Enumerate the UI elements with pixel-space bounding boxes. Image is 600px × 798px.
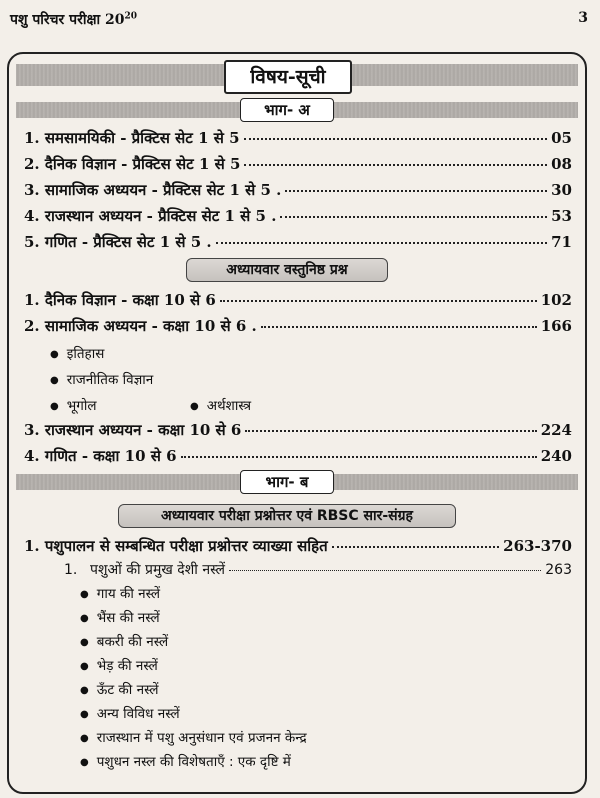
subtopic-item: ● इतिहास <box>50 344 104 362</box>
toc-entry[interactable]: 4. राजस्थान अध्ययन - प्रैक्टिस सेट 1 से 5 . 53 <box>24 207 572 225</box>
toc-entry[interactable]: 3. राजस्थान अध्ययन - कक्षा 10 से 6 224 <box>24 421 572 439</box>
toc-entry[interactable]: 2. दैनिक विज्ञान - प्रैक्टिस सेट 1 से 5 08 <box>24 155 572 173</box>
toc-entry[interactable]: 3. सामाजिक अध्ययन - प्रैक्टिस सेट 1 से 5 . 30 <box>24 181 572 199</box>
subtopic-item: ● राजनीतिक विज्ञान <box>50 370 153 388</box>
breed-item: ● ऊँट की नस्लें <box>80 680 158 698</box>
part-b-label: भाग- ब <box>240 470 334 494</box>
breed-item: ● भैंस की नस्लें <box>80 608 160 626</box>
running-head <box>10 8 588 30</box>
breed-item: ● भेड़ की नस्लें <box>80 656 158 674</box>
breed-item: ● बकरी की नस्लें <box>80 632 168 650</box>
toc-title: विषय-सूची <box>224 60 352 94</box>
toc-entry[interactable]: 5. गणित - प्रैक्टिस सेट 1 से 5 . 71 <box>24 233 572 251</box>
toc-entry[interactable]: 1. पशुपालन से सम्बन्धित परीक्षा प्रश्नोत्तर व्याख्या सहित 263-370 <box>24 537 572 555</box>
toc-entry[interactable]: 4. गणित - कक्षा 10 से 6 240 <box>24 447 572 465</box>
toc-entry[interactable]: 1. समसामयिकी - प्रैक्टिस सेट 1 से 5 05 <box>24 129 572 147</box>
part-a-label: भाग- अ <box>240 98 334 122</box>
breed-item: ● पशुधन नस्ल की विशेषताएँ : एक दृष्टि में <box>80 752 291 770</box>
page-number: 3 <box>578 10 588 26</box>
section-label-rbsc: अध्यायवार परीक्षा प्रश्नोत्तर एवं RBSC सार-संग्रह <box>118 504 456 528</box>
toc-entry[interactable]: 2. सामाजिक अध्ययन - कक्षा 10 से 6 . 166 <box>24 317 572 335</box>
breed-item: ● गाय की नस्लें <box>80 584 160 602</box>
breed-item: ● राजस्थान में पशु अनुसंधान एवं प्रजनन केन्द्र <box>80 728 307 746</box>
subtopic-item: ● अर्थशास्त्र <box>190 396 251 414</box>
toc-sub-entry[interactable]: 1. पशुओं की प्रमुख देशी नस्लें 263 <box>64 562 572 578</box>
book-title: पशु परिचर परीक्षा $20^{20}$ <box>10 11 137 28</box>
breed-item: ● अन्य विविध नस्लें <box>80 704 180 722</box>
section-label-objective: अध्यायवार वस्तुनिष्ठ प्रश्न <box>186 258 388 282</box>
toc-entry[interactable]: 1. दैनिक विज्ञान - कक्षा 10 से 6 102 <box>24 291 572 309</box>
subtopic-item: ● भूगोल <box>50 396 96 414</box>
